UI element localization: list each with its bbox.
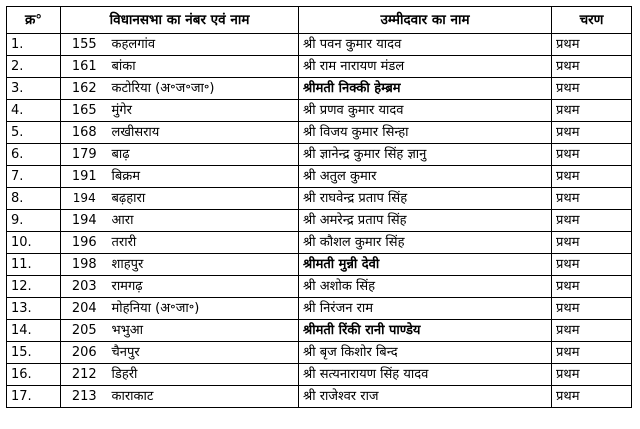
constituency-name: कटोरिया (अ॰ज॰जा॰)	[108, 78, 299, 100]
candidate-name: श्री राजेश्वर राज	[299, 386, 552, 408]
constituency-name: बांका	[108, 56, 299, 78]
phase-cell: प्रथम	[552, 78, 632, 100]
phase-cell: प्रथम	[552, 34, 632, 56]
table-row	[7, 298, 632, 320]
candidate-name: श्रीमती रिंकी रानी पाण्डेय	[299, 320, 552, 342]
header-serial: क्र°	[7, 7, 61, 34]
constituency-name: डिहरी	[108, 364, 299, 386]
constituency-number: 179	[61, 144, 108, 166]
constituency-number: 205	[61, 320, 108, 342]
table-row	[7, 100, 632, 122]
constituency-number: 212	[61, 364, 108, 386]
serial-number: 4.	[7, 100, 61, 122]
serial-number: 9.	[7, 210, 61, 232]
table-row	[7, 364, 632, 386]
constituency-number: 204	[61, 298, 108, 320]
candidate-name: श्री बृज किशोर बिन्द	[299, 342, 552, 364]
table-row	[7, 386, 632, 408]
header-constituency: विधानसभा का नंबर एवं नाम	[61, 7, 299, 34]
header-candidate: उम्मीदवार का नाम	[299, 7, 552, 34]
constituency-number: 155	[61, 34, 108, 56]
phase-cell: प्रथम	[552, 232, 632, 254]
constituency-number: 194	[61, 188, 108, 210]
candidate-table	[6, 6, 632, 408]
constituency-name: बढ़हारा	[108, 188, 299, 210]
serial-number: 15.	[7, 342, 61, 364]
phase-cell: प्रथम	[552, 386, 632, 408]
candidate-name: श्री ज्ञानेन्द्र कुमार सिंह ज्ञानु	[299, 144, 552, 166]
serial-number: 7.	[7, 166, 61, 188]
table-row	[7, 166, 632, 188]
constituency-number: 203	[61, 276, 108, 298]
constituency-number: 162	[61, 78, 108, 100]
constituency-name: तरारी	[108, 232, 299, 254]
serial-number: 17.	[7, 386, 61, 408]
constituency-name: मोहनिया (अ॰जा॰)	[108, 298, 299, 320]
constituency-number: 194	[61, 210, 108, 232]
phase-cell: प्रथम	[552, 210, 632, 232]
constituency-name: भभुआ	[108, 320, 299, 342]
phase-cell: प्रथम	[552, 122, 632, 144]
constituency-name: कहलगांव	[108, 34, 299, 56]
constituency-number: 165	[61, 100, 108, 122]
constituency-name: शाहपुर	[108, 254, 299, 276]
phase-cell: प्रथम	[552, 298, 632, 320]
phase-cell: प्रथम	[552, 100, 632, 122]
candidate-name: श्री अमरेन्द्र प्रताप सिंह	[299, 210, 552, 232]
table-header-row	[7, 7, 632, 34]
serial-number: 6.	[7, 144, 61, 166]
serial-number: 8.	[7, 188, 61, 210]
serial-number: 5.	[7, 122, 61, 144]
phase-cell: प्रथम	[552, 276, 632, 298]
table-row	[7, 188, 632, 210]
constituency-name: बिक्रम	[108, 166, 299, 188]
table-row	[7, 122, 632, 144]
constituency-name: बाढ़	[108, 144, 299, 166]
candidate-name: श्री सत्यनारायण सिंह यादव	[299, 364, 552, 386]
constituency-number: 161	[61, 56, 108, 78]
constituency-name: आरा	[108, 210, 299, 232]
table-row	[7, 210, 632, 232]
candidate-name: श्री राम नारायण मंडल	[299, 56, 552, 78]
phase-cell: प्रथम	[552, 166, 632, 188]
candidate-name: श्री अशोक सिंह	[299, 276, 552, 298]
constituency-number: 206	[61, 342, 108, 364]
header-phase: चरण	[552, 7, 632, 34]
candidate-name: श्री कौशल कुमार सिंह	[299, 232, 552, 254]
phase-cell: प्रथम	[552, 320, 632, 342]
phase-cell: प्रथम	[552, 188, 632, 210]
candidate-name: श्रीमती मुन्नी देवी	[299, 254, 552, 276]
table-row	[7, 78, 632, 100]
serial-number: 13.	[7, 298, 61, 320]
constituency-number: 191	[61, 166, 108, 188]
constituency-name: काराकाट	[108, 386, 299, 408]
serial-number: 3.	[7, 78, 61, 100]
table-row	[7, 232, 632, 254]
constituency-name: लखीसराय	[108, 122, 299, 144]
phase-cell: प्रथम	[552, 254, 632, 276]
candidate-name: श्रीमती निक्की हेम्ब्रम	[299, 78, 552, 100]
serial-number: 10.	[7, 232, 61, 254]
candidate-name: श्री अतुल कुमार	[299, 166, 552, 188]
phase-cell: प्रथम	[552, 342, 632, 364]
constituency-name: रामगढ़	[108, 276, 299, 298]
table-row	[7, 34, 632, 56]
constituency-number: 198	[61, 254, 108, 276]
constituency-number: 213	[61, 386, 108, 408]
phase-cell: प्रथम	[552, 56, 632, 78]
phase-cell: प्रथम	[552, 364, 632, 386]
table-row	[7, 342, 632, 364]
candidate-name: श्री निरंजन राम	[299, 298, 552, 320]
table-row	[7, 254, 632, 276]
table-row	[7, 144, 632, 166]
serial-number: 16.	[7, 364, 61, 386]
table-row	[7, 56, 632, 78]
candidate-name: श्री पवन कुमार यादव	[299, 34, 552, 56]
serial-number: 11.	[7, 254, 61, 276]
constituency-number: 168	[61, 122, 108, 144]
constituency-number: 196	[61, 232, 108, 254]
serial-number: 1.	[7, 34, 61, 56]
phase-cell: प्रथम	[552, 144, 632, 166]
serial-number: 2.	[7, 56, 61, 78]
serial-number: 12.	[7, 276, 61, 298]
constituency-name: मुंगेर	[108, 100, 299, 122]
constituency-name: चैनपुर	[108, 342, 299, 364]
candidate-name: श्री प्रणव कुमार यादव	[299, 100, 552, 122]
table-row	[7, 320, 632, 342]
candidate-name: श्री विजय कुमार सिन्हा	[299, 122, 552, 144]
serial-number: 14.	[7, 320, 61, 342]
candidate-name: श्री राघवेन्द्र प्रताप सिंह	[299, 188, 552, 210]
table-row	[7, 276, 632, 298]
